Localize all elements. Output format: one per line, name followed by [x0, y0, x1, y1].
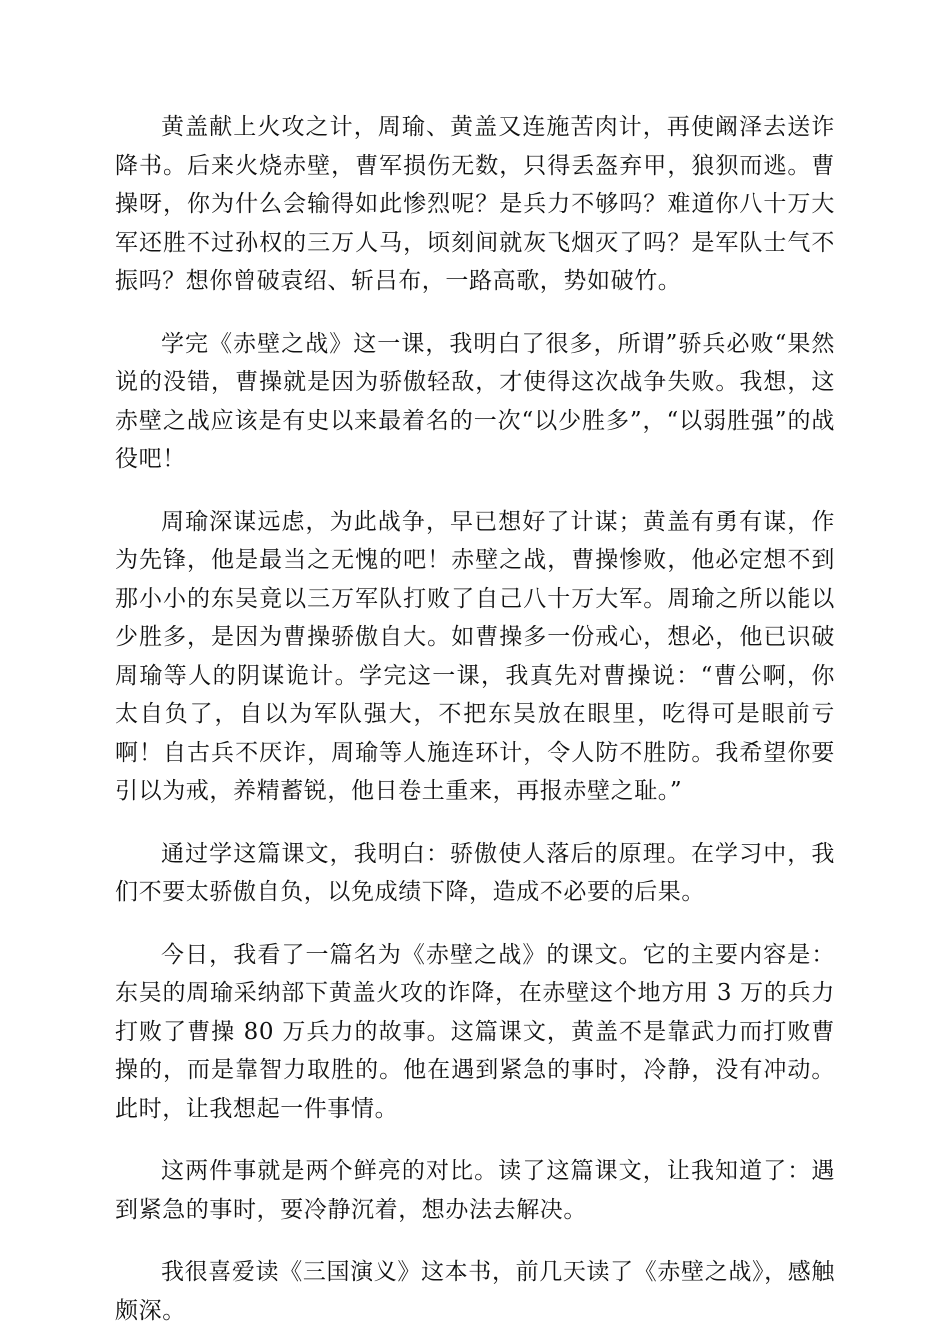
paragraph-6: 这两件事就是两个鲜亮的对比。读了这篇课文，让我知道了：遇到紧急的事时，要冷静沉着，想办法去解决。	[115, 1158, 835, 1223]
paragraph-2: 学完《赤壁之战》这一课，我明白了很多，所谓”骄兵必败“果然说的没错，曹操就是因为骄傲轻敌，才使得这次战争失败。我想，这赤壁之战应该是有史以来最着名的一次“以少胜多”，“以弱胜强”的战役吧！	[115, 330, 835, 472]
paragraph-3: 周瑜深谋远虑，为此战争，早已想好了计谋；黄盖有勇有谋，作为先锋，他是最当之无愧的吧！赤壁之战，曹操惨败，他必定想不到那小小的东吴竟以三万军队打败了自己八十万大军。周瑜之所以能以少胜多，是因为曹操骄傲自大。如曹操多一份戒心，想必，他已识破周瑜等人的阴谋诡计。学完这一课，我真先对曹操说：“曹公啊，你太自负了，自以为军队强大，不把东吴放在眼里，吃得可是眼前亏啊！自古兵不厌诈，周瑜等人施连环计，令人防不胜防。我希望你要引以为戒，养精蓄锐，他日卷土重来，再报赤壁之耻。”	[115, 508, 835, 804]
paragraph-7: 我很喜爱读《三国演义》这本书，前几天读了《赤壁之战》，感触颇深。	[115, 1259, 835, 1324]
paragraph-4: 通过学这篇课文，我明白：骄傲使人落后的原理。在学习中，我们不要太骄傲自负，以免成绩下降，造成不必要的后果。	[115, 840, 835, 905]
paragraph-5: 今日，我看了一篇名为《赤壁之战》的课文。它的主要内容是：东吴的周瑜采纳部下黄盖火攻的诈降，在赤壁这个地方用 3 万的兵力打败了曹操 80 万兵力的故事。这篇课文，黄盖不是靠武力而打败曹操的，而是靠智力取胜的。他在遇到紧急的事时，冷静，没有冲动。此时，让我想起一件事情。	[115, 941, 835, 1122]
paragraph-1: 黄盖献上火攻之计，周瑜、黄盖又连施苦肉计，再使阚泽去送诈降书。后来火烧赤壁，曹军损伤无数，只得丢盔弃甲，狼狈而逃。曹操呀，你为什么会输得如此惨烈呢？是兵力不够吗？难道你八十万大军还胜不过孙权的三万人马，顷刻间就灰飞烟灭了吗？是军队士气不振吗？想你曾破袁绍、斩吕布，一路高歌，势如破竹。	[115, 114, 835, 294]
document-body	[115, 108, 835, 1330]
